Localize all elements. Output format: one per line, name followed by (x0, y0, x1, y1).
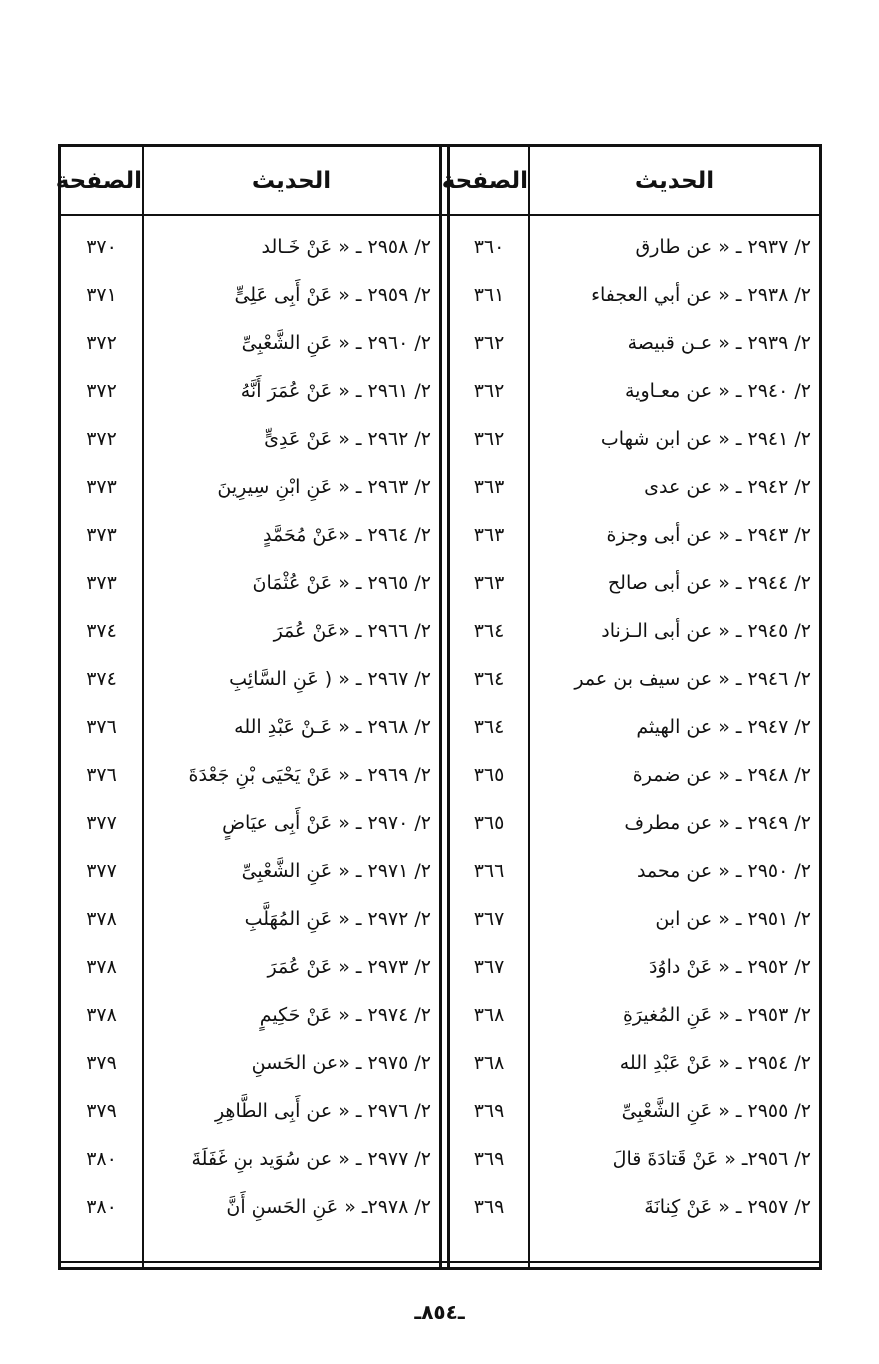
hadith-entry-right: ٢/ ٢٩٥٦ـ « عَنْ قَتادَةَ قالَ (612, 1148, 811, 1170)
page-ref-left: ٣٧٠ (86, 236, 117, 258)
table-row (61, 703, 819, 751)
table-row (61, 271, 819, 319)
page-ref-right: ٣٦٣ (473, 524, 505, 546)
hadith-entry-left: ٢/ ٢٩٧٧ ـ « عن سُوَيد بنِ غَفَلَةَ (191, 1148, 431, 1170)
page-ref-right: ٣٦٤ (473, 620, 505, 642)
hadith-entry-right: ٢/ ٢٩٤٤ ـ « عن أبى صالح (607, 572, 811, 594)
hadith-entry-right: ٢/ ٢٩٤٠ ـ « عن معـاوية (625, 380, 811, 402)
hadith-entry-left: ٢/ ٢٩٦٦ ـ «عَنْ عُمَرَ (273, 620, 431, 642)
page-ref-left: ٣٧٨ (86, 956, 117, 978)
hadith-entry-left: ٢/ ٢٩٧٥ ـ «عن الحَسنِ (251, 1052, 431, 1074)
table-row (61, 895, 819, 943)
table-row (61, 943, 819, 991)
page-ref-right: ٣٦٠ (473, 236, 505, 258)
page-ref-left: ٣٨٠ (86, 1148, 117, 1170)
page-ref-left: ٣٧٧ (86, 812, 117, 834)
page-ref-right: ٣٦٩ (473, 1100, 505, 1122)
page-ref-right: ٣٦٢ (473, 380, 505, 402)
hadith-entry-right: ٢/ ٢٩٤٦ ـ « عن سيف بن عمر (574, 668, 811, 690)
header-hadith-right: الحديث (634, 168, 715, 194)
hadith-entry-left: ٢/ ٢٩٧٤ ـ « عَنْ حَكِيمٍ (259, 1004, 431, 1026)
page-ref-right: ٣٦٩ (473, 1148, 505, 1170)
hadith-entry-right: ٢/ ٢٩٥٢ ـ « عَنْ داوُدَ (648, 956, 811, 978)
hadith-entry-right: ٢/ ٢٩٣٨ ـ « عن أبي العجفاء (591, 284, 811, 306)
header-page-left: الصفحة (55, 168, 142, 194)
hadith-entry-left: ٢/ ٢٩٦٤ ـ «عَنْ مُحَمَّدٍ (262, 524, 431, 546)
hadith-entry-right: ٢/ ٢٩٤٩ ـ « عن مطرف (624, 812, 811, 834)
hadith-entry-left: ٢/ ٢٩٥٨ ـ « عَنْ خَـالد (261, 236, 431, 258)
hadith-entry-left: ٢/ ٢٩٧٨ـ « عَنِ الحَسنِ أَنَّ (226, 1196, 431, 1218)
table-row (61, 319, 819, 367)
table-row (61, 655, 819, 703)
page-number: ـ٨٥٤ـ (414, 1300, 465, 1324)
page-ref-right: ٣٦٧ (473, 956, 505, 978)
hadith-entry-left: ٢/ ٢٩٦٥ ـ « عَنْ عُثْمَانَ (252, 572, 431, 594)
hadith-entry-right: ٢/ ٢٩٥٤ ـ « عَنْ عَبْدِ الله (619, 1052, 811, 1074)
hadith-entry-right: ٢/ ٢٩٥٠ ـ « عن محمد (636, 860, 811, 882)
page-ref-right: ٣٦٥ (473, 764, 505, 786)
page-ref-left: ٣٧٤ (86, 668, 117, 690)
hadith-index-table (55, 144, 822, 1270)
hadith-entry-left: ٢/ ٢٩٦٣ ـ « عَنِ ابْنِ سِيرِينَ (217, 476, 431, 498)
page-ref-right: ٣٦١ (473, 284, 505, 306)
hadith-entry-right: ٢/ ٢٩٤٧ ـ « عن الهيثم (636, 716, 811, 738)
hadith-entry-right: ٢/ ٢٩٤٢ ـ « عن عدى (644, 476, 811, 498)
table-row (61, 751, 819, 799)
table-row (61, 847, 819, 895)
page-ref-left: ٣٧٨ (86, 1004, 117, 1026)
hadith-entry-left: ٢/ ٢٩٦٠ ـ « عَنِ الشَّعْبِىِّ (241, 332, 431, 354)
hadith-entry-right: ٢/ ٢٩٥٥ ـ « عَنِ الشَّعْبِىِّ (621, 1100, 811, 1122)
table-row (61, 415, 819, 463)
table-row (61, 1135, 819, 1183)
page-ref-right: ٣٦٤ (473, 668, 505, 690)
table-row (61, 223, 819, 271)
hadith-entry-left: ٢/ ٢٩٧٦ ـ « عن أَبِى الطَّاهِرِ (214, 1100, 431, 1122)
hadith-entry-left: ٢/ ٢٩٦٩ ـ « عَنْ يَحْيَى بْنِ جَعْدَةَ (188, 764, 431, 786)
page-ref-left: ٣٧٢ (86, 332, 117, 354)
page-ref-left: ٣٨٠ (86, 1196, 117, 1218)
page-ref-left: ٣٧٤ (86, 620, 117, 642)
hadith-entry-right: ٢/ ٢٩٥٣ ـ « عَنِ المُغيرَةِ (622, 1004, 811, 1026)
header-separator (61, 214, 819, 216)
hadith-entry-left: ٢/ ٢٩٦٨ ـ « عَـنْ عَبْدِ الله (234, 716, 431, 738)
table-row (61, 511, 819, 559)
page-ref-right: ٣٦٣ (473, 476, 505, 498)
hadith-entry-right: ٢/ ٢٩٥١ ـ « عن ابن (655, 908, 811, 930)
page-ref-right: ٣٦٦ (473, 860, 505, 882)
page-ref-right: ٣٦٥ (473, 812, 505, 834)
page-ref-left: ٣٧٩ (86, 1052, 117, 1074)
page-ref-right: ٣٦٢ (473, 428, 505, 450)
bottom-rule (61, 1261, 819, 1263)
hadith-entry-left: ٢/ ٢٩٦١ ـ « عَنْ عُمَرَ أَنَّهُ (240, 380, 431, 402)
hadith-entry-left: ٢/ ٢٩٧٢ ـ « عَنِ المُهَلَّبِ (244, 908, 431, 930)
page-ref-left: ٣٧٨ (86, 908, 117, 930)
table-row (61, 799, 819, 847)
table-row (61, 1087, 819, 1135)
hadith-entry-right: ٢/ ٢٩٤٥ ـ « عن أبى الـزناد (601, 620, 811, 642)
table-row (61, 991, 819, 1039)
page-ref-left: ٣٧٦ (86, 764, 117, 786)
page-ref-left: ٣٧٢ (86, 380, 117, 402)
table-row (61, 1183, 819, 1231)
hadith-entry-right: ٢/ ٢٩٣٩ ـ « عـن قبيصة (627, 332, 811, 354)
hadith-entry-right: ٢/ ٢٩٥٧ ـ « عَنْ كِنانَةَ (644, 1196, 811, 1218)
page-ref-right: ٣٦٨ (473, 1004, 505, 1026)
page-ref-left: ٣٧٣ (86, 572, 117, 594)
page-ref-right: ٣٦٨ (473, 1052, 505, 1074)
hadith-entry-left: ٢/ ٢٩٥٩ ـ « عَنْ أَبِى عَلِىٍّ (234, 284, 431, 306)
header-hadith-left: الحديث (251, 168, 332, 194)
table-row (61, 559, 819, 607)
page-ref-left: ٣٧١ (86, 284, 117, 306)
hadith-entry-left: ٢/ ٢٩٦٧ ـ « ( عَنِ السَّائِبِ (229, 668, 431, 690)
page-ref-left: ٣٧٣ (86, 524, 117, 546)
header-page-right: الصفحة (441, 168, 528, 194)
table-row (61, 367, 819, 415)
page-ref-right: ٣٦٣ (473, 572, 505, 594)
table-row (61, 463, 819, 511)
hadith-entry-right: ٢/ ٢٩٣٧ ـ « عن طارق (635, 236, 811, 258)
hadith-entry-right: ٢/ ٢٩٤٣ ـ « عن أبى وجزة (606, 524, 811, 546)
hadith-entry-left: ٢/ ٢٩٧٠ ـ « عَنْ أَبِى عيَاضٍ (222, 812, 431, 834)
hadith-entry-right: ٢/ ٢٩٤٨ ـ « عن ضمرة (632, 764, 811, 786)
page-ref-left: ٣٧٣ (86, 476, 117, 498)
page-ref-left: ٣٧٩ (86, 1100, 117, 1122)
hadith-entry-right: ٢/ ٢٩٤١ ـ « عن ابن شهاب (600, 428, 811, 450)
page-ref-left: ٣٧٧ (86, 860, 117, 882)
page-ref-right: ٣٦٧ (473, 908, 505, 930)
page-ref-right: ٣٦٢ (473, 332, 505, 354)
page-ref-right: ٣٦٤ (473, 716, 505, 738)
page-ref-left: ٣٧٢ (86, 428, 117, 450)
hadith-entry-left: ٢/ ٢٩٧١ ـ « عَنِ الشَّعْبِىِّ (241, 860, 431, 882)
table-row (61, 1039, 819, 1087)
hadith-entry-left: ٢/ ٢٩٦٢ ـ « عَنْ عَدِىٍّ (264, 428, 431, 450)
table-row (61, 607, 819, 655)
page-ref-left: ٣٧٦ (86, 716, 117, 738)
hadith-entry-left: ٢/ ٢٩٧٣ ـ « عَنْ عُمَرَ (267, 956, 431, 978)
page-ref-right: ٣٦٩ (473, 1196, 505, 1218)
